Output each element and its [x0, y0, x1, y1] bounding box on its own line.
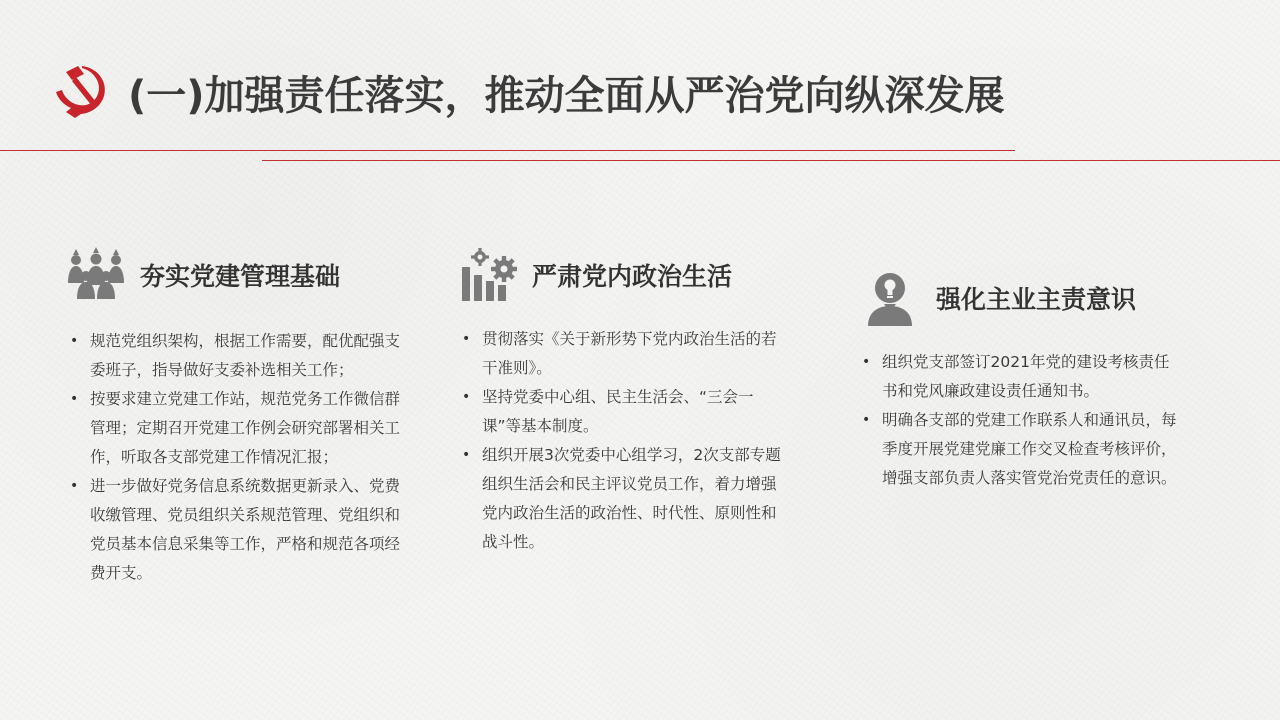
divider-line-bottom — [262, 160, 1280, 161]
bullet-list — [460, 325, 790, 557]
column-political-life — [460, 245, 820, 557]
list-item: • 明确各支部的党建工作联系人和通讯员，每季度开展党建党廉工作交叉检查考核评价，增强支部负责人落实管党治党责任的意识。 — [860, 406, 1180, 493]
list-item: • 贯彻落实《关于新形势下党内政治生活的若干准则》。 — [460, 325, 790, 383]
list-item: • 组织开展3次党委中心组学习，2次支部专题组织生活会和民主评议党员工作，着力增强党内政治生活的政治性、时代性、原则性和战斗性。 — [460, 441, 790, 557]
list-item: • 进一步做好党务信息系统数据更新录入、党费收缴管理、党员组织关系规范管理、党组织和党员基本信息采集等工作，严格和规范各项经费开支。 — [68, 472, 408, 588]
column-responsibility-awareness — [860, 268, 1220, 493]
column-title: 严肃党内政治生活 — [532, 262, 733, 291]
bullet-list — [68, 327, 408, 588]
column-header — [68, 245, 428, 305]
person-idea-icon — [860, 268, 920, 328]
list-item: • 组织党支部签订2021年党的建设考核责任书和党风廉政建设责任通知书。 — [860, 348, 1180, 406]
column-title: 夯实党建管理基础 — [140, 262, 341, 291]
column-header — [860, 268, 1220, 328]
party-emblem-icon — [52, 62, 110, 118]
column-party-building-foundation — [68, 245, 428, 588]
people-group-icon — [68, 245, 128, 305]
list-item: • 按要求建立党建工作站，规范党务工作微信群管理；定期召开党建工作例会研究部署相关工作，听取各支部党建工作情况汇报； — [68, 385, 408, 472]
column-title: 强化主业主责意识 — [936, 285, 1137, 314]
bullet-list — [860, 348, 1180, 493]
list-item: • 规范党组织架构，根据工作需要，配优配强支委班子，指导做好支委补选相关工作； — [68, 327, 408, 385]
page-title: (一)加强责任落实，推动全面从严治党向纵深发展 — [128, 73, 1005, 119]
gears-chart-icon — [460, 245, 520, 305]
list-item: • 坚持党委中心组、民主生活会、“三会一课”等基本制度。 — [460, 383, 790, 441]
divider-line-top — [0, 150, 1015, 151]
column-header — [460, 245, 820, 305]
